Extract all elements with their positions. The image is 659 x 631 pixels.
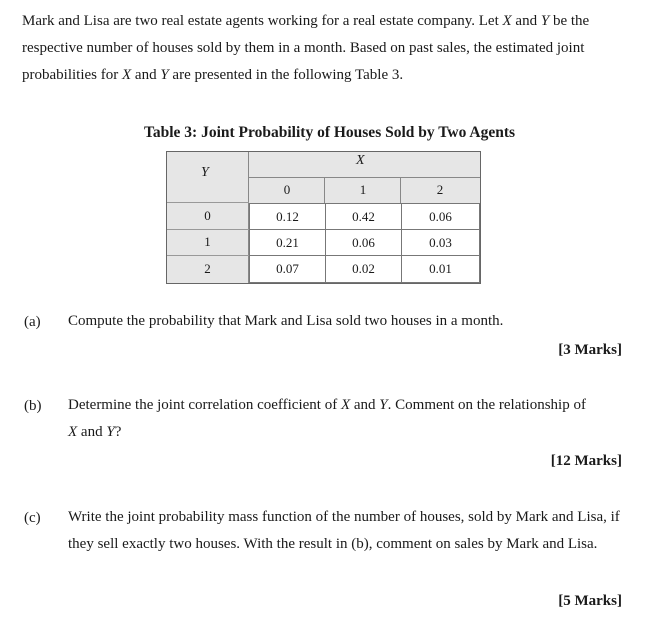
- var-y: Y: [379, 397, 388, 413]
- y-value-header: 1: [204, 234, 211, 249]
- x-value-header: 2: [436, 182, 444, 197]
- question-text: and: [350, 397, 380, 413]
- row-separator: [249, 177, 480, 178]
- question-text: Determine the joint correlation coefficient of: [68, 397, 341, 413]
- intro-text: and: [511, 13, 541, 29]
- var-x: X: [121, 67, 132, 83]
- var-x: X: [68, 424, 78, 440]
- probability-cell: 0.06: [325, 229, 402, 256]
- intro-paragraph: [22, 8, 637, 89]
- intro-text: are presented in the following Table 3.: [168, 67, 404, 83]
- y-value-header: 2: [204, 261, 211, 276]
- question-text: . Comment on the relationship of: [387, 397, 586, 413]
- var-x: X: [340, 397, 351, 413]
- question-text: and: [77, 424, 107, 440]
- intro-text: be the respective number of houses sold by them in a month. Based on past sales, the estimated joint probabilities for: [22, 13, 590, 83]
- var-y: Y: [106, 424, 115, 440]
- probability-cell: 0.07: [249, 255, 326, 283]
- probability-table: [166, 151, 481, 284]
- question-text-a: Compute the probability that Mark and Lisa sold two houses in a month.: [68, 313, 504, 329]
- x-value-header: 0: [283, 182, 291, 197]
- marks-a: [3 Marks]: [558, 342, 622, 358]
- probability-cell: 0.21: [249, 229, 326, 256]
- question-text: ?: [114, 424, 122, 440]
- x-value-header: 1: [359, 182, 367, 197]
- intro-text: and: [131, 67, 161, 83]
- row-separator: [167, 229, 249, 230]
- probability-cell: 0.02: [325, 255, 402, 283]
- question-label-b: (b): [24, 398, 42, 414]
- question-text-c: Write the joint probability mass function of the number of houses, sold by Mark and Lisa, if they sell exactly two houses. With the result in (b), comment on sales by Mark and Lisa.: [68, 509, 620, 552]
- row-separator: [167, 255, 249, 256]
- intro-text: Mark and Lisa are two real estate agents working for a real estate company. Let: [22, 13, 503, 29]
- y-axis-label: Y: [201, 165, 209, 180]
- probability-cell: 0.03: [401, 229, 480, 256]
- question-label-c: (c): [24, 510, 41, 526]
- probability-cell: 0.01: [401, 255, 480, 283]
- x-axis-label: X: [356, 153, 365, 168]
- table-title: Table 3: Joint Probability of Houses Sold by Two Agents: [143, 124, 516, 141]
- marks-b: [12 Marks]: [550, 453, 622, 469]
- row-separator: [167, 202, 249, 203]
- question-label-a: (a): [24, 314, 41, 330]
- probability-cell: 0.12: [249, 203, 326, 230]
- var-y: Y: [160, 67, 169, 83]
- question-text-b: [68, 392, 634, 446]
- probability-cell: 0.42: [325, 203, 402, 230]
- var-y: Y: [540, 13, 550, 29]
- marks-c: [5 Marks]: [558, 593, 622, 609]
- var-x: X: [502, 13, 512, 29]
- y-value-header: 0: [204, 208, 211, 223]
- probability-cell: 0.06: [401, 203, 480, 230]
